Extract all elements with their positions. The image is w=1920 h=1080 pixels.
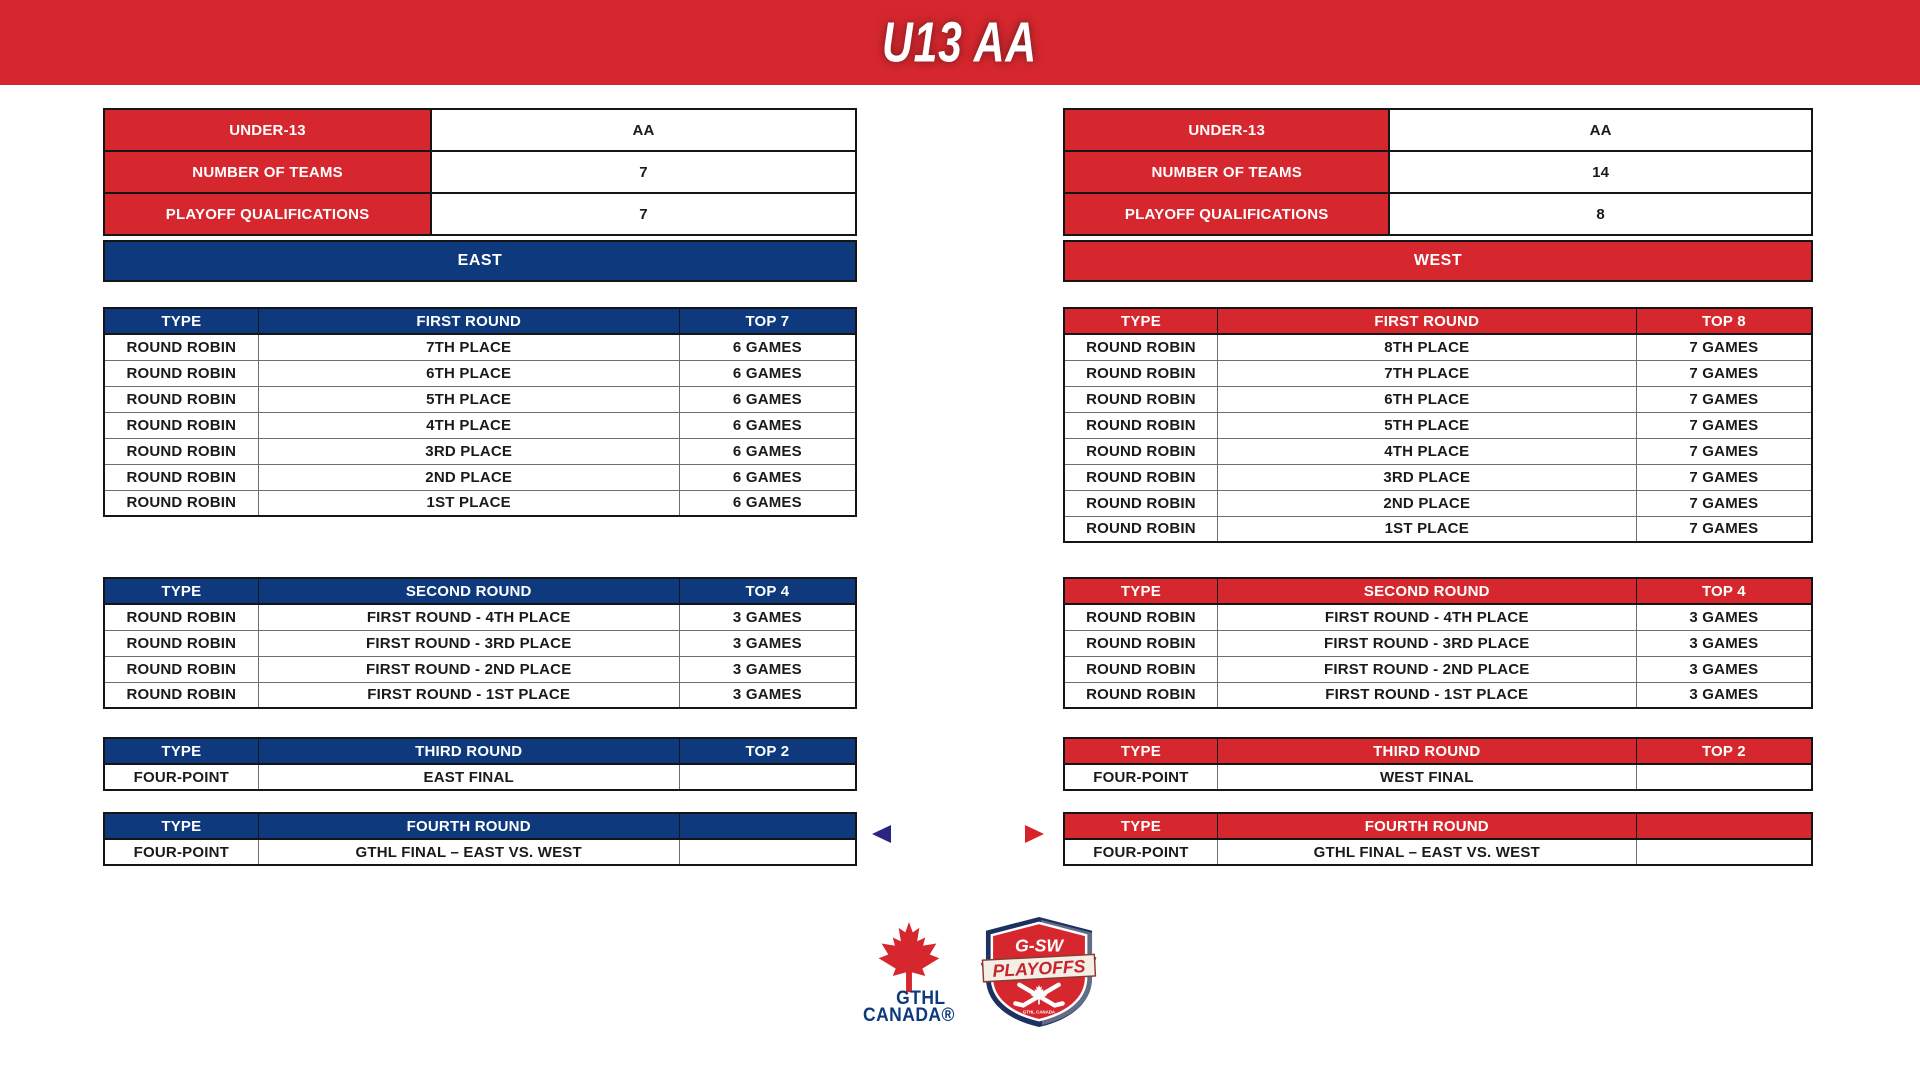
- header-cell: TOP 8: [1636, 308, 1812, 334]
- table-cell: ROUND ROBIN: [1064, 630, 1217, 656]
- table-cell: WEST FINAL: [1217, 764, 1636, 790]
- header-cell: TOP 4: [679, 578, 856, 604]
- header-cell: TYPE: [1064, 813, 1217, 839]
- east-third-round-table: [103, 737, 857, 791]
- table-cell: ROUND ROBIN: [1064, 360, 1217, 386]
- table-cell: 7 GAMES: [1636, 438, 1812, 464]
- table-cell: [1636, 764, 1812, 790]
- table-cell: 8: [1389, 193, 1812, 235]
- table-cell: PLAYOFF QUALIFICATIONS: [1064, 193, 1389, 235]
- table-cell: 14: [1389, 151, 1812, 193]
- table-cell: 7TH PLACE: [1217, 360, 1636, 386]
- table-cell: ROUND ROBIN: [1064, 412, 1217, 438]
- gthl-logo-line2: CANADA®: [863, 1005, 955, 1026]
- header-cell: TYPE: [1064, 738, 1217, 764]
- west-info-table: [1063, 108, 1813, 236]
- table-cell: 6 GAMES: [679, 464, 856, 490]
- table-cell: 7 GAMES: [1636, 360, 1812, 386]
- table-row: [1064, 604, 1812, 630]
- east-conference-bar: EAST: [103, 240, 857, 282]
- header-cell: TOP 7: [679, 308, 856, 334]
- header-cell: THIRD ROUND: [258, 738, 679, 764]
- header-cell: [1636, 813, 1812, 839]
- table-row: [104, 630, 856, 656]
- table-row: [104, 604, 856, 630]
- table-cell: ROUND ROBIN: [104, 386, 258, 412]
- table-cell: [1636, 839, 1812, 865]
- table-cell: 6TH PLACE: [1217, 386, 1636, 412]
- table-cell: FIRST ROUND - 3RD PLACE: [258, 630, 679, 656]
- table-row: [104, 193, 856, 235]
- table-cell: ROUND ROBIN: [104, 438, 258, 464]
- table-cell: 7 GAMES: [1636, 464, 1812, 490]
- table-cell: ROUND ROBIN: [104, 464, 258, 490]
- header-row: [1064, 813, 1812, 839]
- table-cell: FIRST ROUND - 3RD PLACE: [1217, 630, 1636, 656]
- table-cell: ROUND ROBIN: [104, 412, 258, 438]
- table-row: [104, 109, 856, 151]
- table-cell: ROUND ROBIN: [104, 604, 258, 630]
- table-cell: 7: [431, 151, 856, 193]
- table-cell: 7 GAMES: [1636, 516, 1812, 542]
- table-row: [104, 490, 856, 516]
- gthl-logo-text: [863, 990, 955, 1024]
- table-cell: 4TH PLACE: [1217, 438, 1636, 464]
- table-cell: ROUND ROBIN: [104, 656, 258, 682]
- table-row: [1064, 516, 1812, 542]
- table-row: [1064, 360, 1812, 386]
- table-cell: ROUND ROBIN: [104, 682, 258, 708]
- table-cell: GTHL FINAL – EAST VS. WEST: [258, 839, 679, 865]
- west-conference-bar: WEST: [1063, 240, 1813, 282]
- table-row: [104, 386, 856, 412]
- table-row: [104, 656, 856, 682]
- gsw-logo-top-text: G-SW: [1014, 935, 1064, 956]
- west-third-round-table: [1063, 737, 1813, 791]
- table-row: [1064, 764, 1812, 790]
- table-cell: AA: [431, 109, 856, 151]
- table-cell: 3 GAMES: [1636, 656, 1812, 682]
- gthl-logo-line1: GTHL: [896, 988, 946, 1009]
- table-cell: ROUND ROBIN: [104, 334, 258, 360]
- table-cell: 6 GAMES: [679, 360, 856, 386]
- header-cell: TYPE: [104, 308, 258, 334]
- east-first-round-table: [103, 307, 857, 517]
- table-cell: ROUND ROBIN: [104, 630, 258, 656]
- table-cell: FIRST ROUND - 1ST PLACE: [1217, 682, 1636, 708]
- table-row: [1064, 412, 1812, 438]
- table-cell: 4TH PLACE: [258, 412, 679, 438]
- west-fourth-round-table: [1063, 812, 1813, 866]
- west-second-round-table: [1063, 577, 1813, 709]
- table-cell: 3 GAMES: [679, 656, 856, 682]
- table-row: [104, 764, 856, 790]
- table-cell: UNDER-13: [1064, 109, 1389, 151]
- table-row: [1064, 464, 1812, 490]
- east-second-round-table: [103, 577, 857, 709]
- table-row: [1064, 490, 1812, 516]
- table-cell: 3 GAMES: [1636, 604, 1812, 630]
- table-row: [104, 464, 856, 490]
- table-row: [1064, 151, 1812, 193]
- table-cell: FIRST ROUND - 2ND PLACE: [1217, 656, 1636, 682]
- table-cell: 6 GAMES: [679, 490, 856, 516]
- table-cell: ROUND ROBIN: [1064, 490, 1217, 516]
- table-cell: 3 GAMES: [679, 604, 856, 630]
- west-first-round-table: [1063, 307, 1813, 543]
- header-row: [1064, 738, 1812, 764]
- header-cell: SECOND ROUND: [258, 578, 679, 604]
- table-cell: ROUND ROBIN: [1064, 386, 1217, 412]
- table-cell: 3 GAMES: [1636, 682, 1812, 708]
- maple-leaf-icon: [853, 922, 965, 996]
- header-cell: FIRST ROUND: [258, 308, 679, 334]
- page-title: U13 AA: [882, 11, 1038, 74]
- table-cell: AA: [1389, 109, 1812, 151]
- east-info-table: [103, 108, 857, 236]
- table-cell: 7 GAMES: [1636, 412, 1812, 438]
- header-cell: THIRD ROUND: [1217, 738, 1636, 764]
- table-cell: PLAYOFF QUALIFICATIONS: [104, 193, 431, 235]
- table-cell: ROUND ROBIN: [1064, 464, 1217, 490]
- header-cell: FIRST ROUND: [1217, 308, 1636, 334]
- table-cell: 1ST PLACE: [1217, 516, 1636, 542]
- table-row: [1064, 334, 1812, 360]
- table-cell: FOUR-POINT: [104, 839, 258, 865]
- table-cell: ROUND ROBIN: [1064, 516, 1217, 542]
- table-cell: FIRST ROUND - 4TH PLACE: [258, 604, 679, 630]
- gthl-canada-logo: [838, 922, 980, 1024]
- table-cell: 7: [431, 193, 856, 235]
- table-cell: ROUND ROBIN: [1064, 438, 1217, 464]
- table-row: [1064, 682, 1812, 708]
- header-cell: [679, 813, 856, 839]
- table-cell: NUMBER OF TEAMS: [104, 151, 431, 193]
- table-cell: 6TH PLACE: [258, 360, 679, 386]
- table-cell: NUMBER OF TEAMS: [1064, 151, 1389, 193]
- header-cell: FOURTH ROUND: [258, 813, 679, 839]
- header-cell: TYPE: [1064, 578, 1217, 604]
- header-cell: TYPE: [104, 578, 258, 604]
- table-cell: ROUND ROBIN: [1064, 656, 1217, 682]
- table-cell: 3 GAMES: [679, 682, 856, 708]
- header-row: [1064, 308, 1812, 334]
- table-row: [1064, 630, 1812, 656]
- table-row: [104, 412, 856, 438]
- header-row: [104, 308, 856, 334]
- table-cell: 1ST PLACE: [258, 490, 679, 516]
- header-cell: TYPE: [1064, 308, 1217, 334]
- table-cell: EAST FINAL: [258, 764, 679, 790]
- table-row: [104, 682, 856, 708]
- table-row: [104, 334, 856, 360]
- table-cell: [679, 764, 856, 790]
- table-cell: [679, 839, 856, 865]
- table-cell: 3RD PLACE: [258, 438, 679, 464]
- table-cell: ROUND ROBIN: [104, 360, 258, 386]
- table-row: [1064, 109, 1812, 151]
- table-row: [1064, 438, 1812, 464]
- header-cell: TOP 2: [1636, 738, 1812, 764]
- header-row: [104, 738, 856, 764]
- gsw-logo-small-text: GTHL CANADA: [1022, 1009, 1056, 1015]
- header-row: [104, 813, 856, 839]
- table-cell: 2ND PLACE: [1217, 490, 1636, 516]
- table-row: [1064, 839, 1812, 865]
- title-banner: [0, 0, 1920, 85]
- table-cell: FIRST ROUND - 2ND PLACE: [258, 656, 679, 682]
- table-cell: 8TH PLACE: [1217, 334, 1636, 360]
- table-cell: FOUR-POINT: [104, 764, 258, 790]
- east-fourth-round-table: [103, 812, 857, 866]
- table-row: [1064, 656, 1812, 682]
- header-cell: SECOND ROUND: [1217, 578, 1636, 604]
- header-cell: FOURTH ROUND: [1217, 813, 1636, 839]
- table-cell: ROUND ROBIN: [1064, 682, 1217, 708]
- table-cell: 5TH PLACE: [258, 386, 679, 412]
- gsw-playoffs-logo: [980, 916, 1098, 1028]
- table-row: [104, 151, 856, 193]
- table-row: [104, 360, 856, 386]
- east-west-arrow-icon: [872, 823, 1044, 845]
- table-cell: 3 GAMES: [1636, 630, 1812, 656]
- table-cell: ROUND ROBIN: [1064, 604, 1217, 630]
- table-cell: 7 GAMES: [1636, 386, 1812, 412]
- table-row: [104, 438, 856, 464]
- header-cell: TOP 4: [1636, 578, 1812, 604]
- table-cell: 6 GAMES: [679, 386, 856, 412]
- header-cell: TOP 2: [679, 738, 856, 764]
- table-cell: ROUND ROBIN: [1064, 334, 1217, 360]
- table-cell: 2ND PLACE: [258, 464, 679, 490]
- table-cell: 6 GAMES: [679, 334, 856, 360]
- table-cell: FOUR-POINT: [1064, 764, 1217, 790]
- table-cell: 5TH PLACE: [1217, 412, 1636, 438]
- table-cell: 3 GAMES: [679, 630, 856, 656]
- table-row: [104, 839, 856, 865]
- table-row: [1064, 386, 1812, 412]
- table-cell: FOUR-POINT: [1064, 839, 1217, 865]
- table-cell: FIRST ROUND - 1ST PLACE: [258, 682, 679, 708]
- table-cell: 7TH PLACE: [258, 334, 679, 360]
- table-cell: 7 GAMES: [1636, 334, 1812, 360]
- header-row: [104, 578, 856, 604]
- header-cell: TYPE: [104, 813, 258, 839]
- table-cell: ROUND ROBIN: [104, 490, 258, 516]
- table-cell: 3RD PLACE: [1217, 464, 1636, 490]
- table-cell: UNDER-13: [104, 109, 431, 151]
- header-cell: TYPE: [104, 738, 258, 764]
- table-cell: 7 GAMES: [1636, 490, 1812, 516]
- table-cell: 6 GAMES: [679, 412, 856, 438]
- gsw-logo-banner-text: PLAYOFFS: [992, 956, 1086, 981]
- header-row: [1064, 578, 1812, 604]
- table-cell: GTHL FINAL – EAST VS. WEST: [1217, 839, 1636, 865]
- table-row: [1064, 193, 1812, 235]
- table-cell: FIRST ROUND - 4TH PLACE: [1217, 604, 1636, 630]
- table-cell: 6 GAMES: [679, 438, 856, 464]
